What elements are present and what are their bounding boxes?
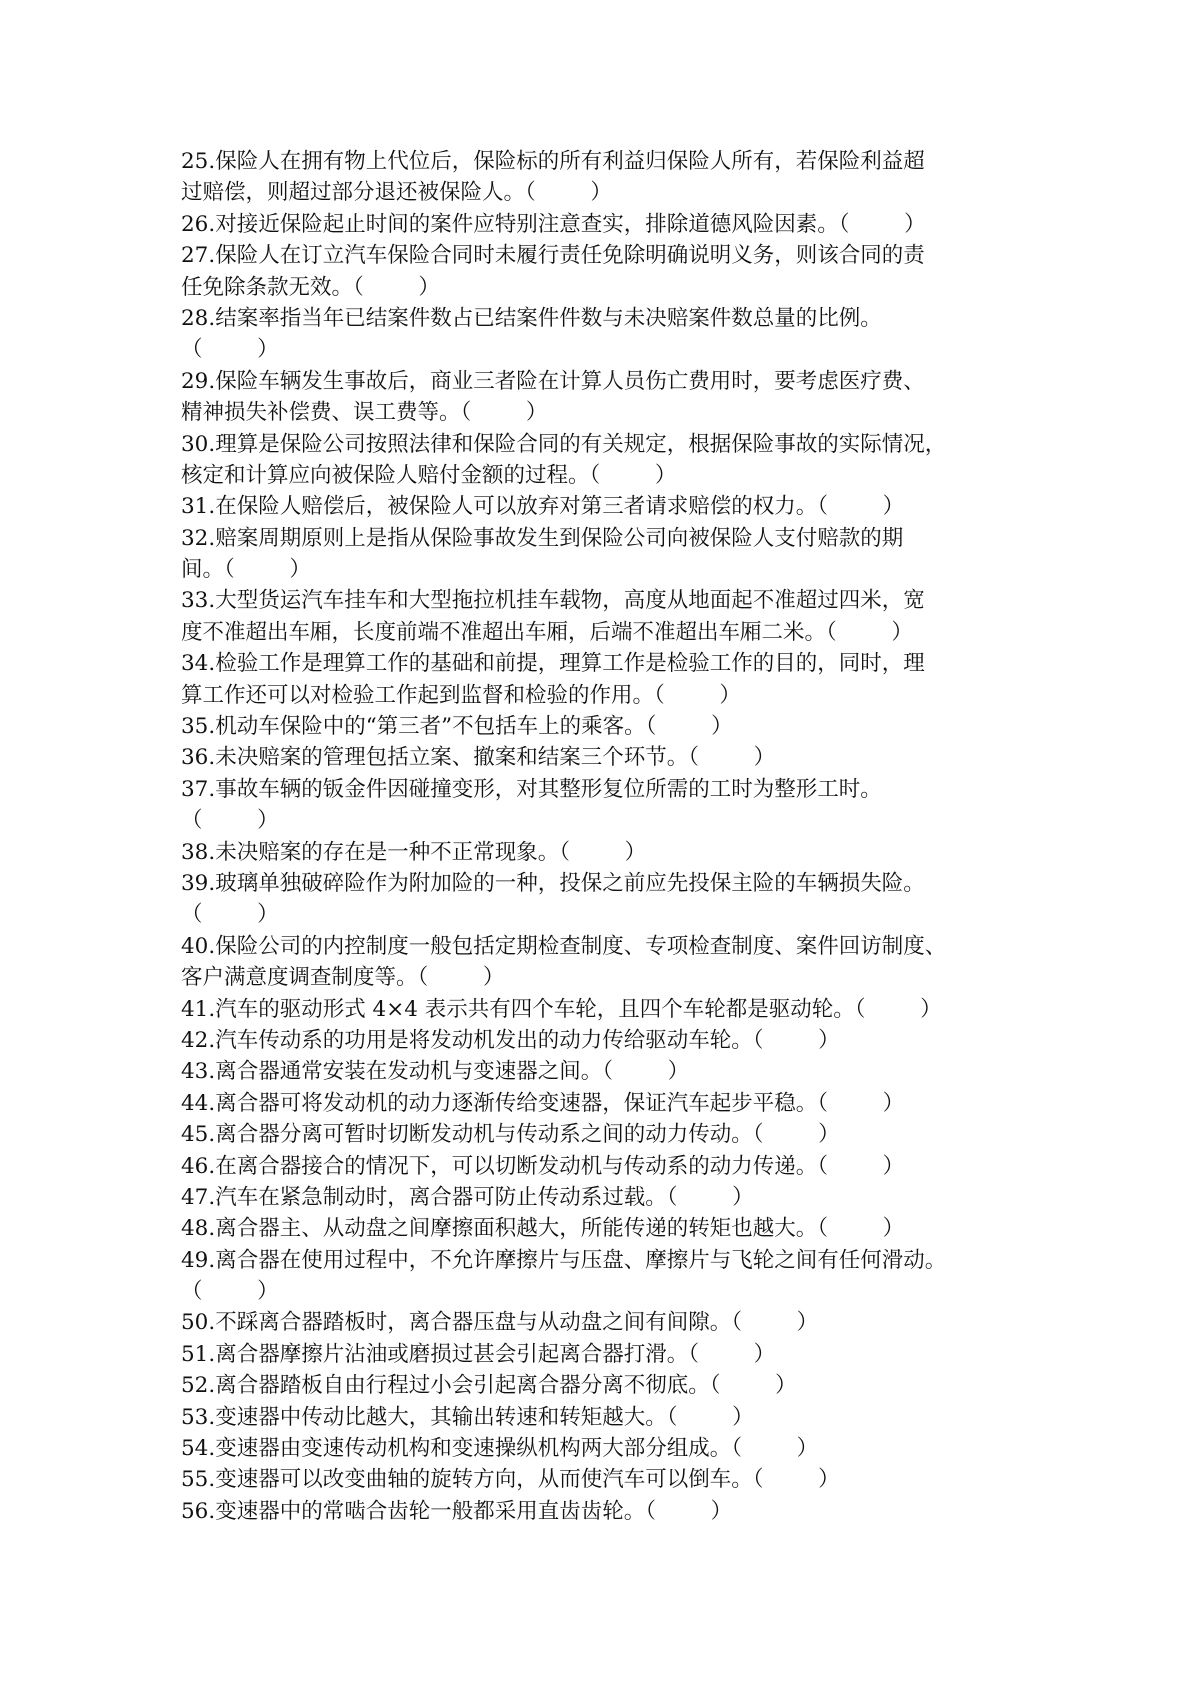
question-line: （ ） xyxy=(181,1279,279,1305)
question-line: 56.变速器中的常啮合齿轮一般都采用直齿齿轮。（ ） xyxy=(181,1498,733,1524)
question-line: 33.大型货运汽车挂车和大型拖拉机挂车载物，高度从地面起不准超过四米，宽 xyxy=(181,588,925,614)
question-line: 37.事故车辆的钣金件因碰撞变形，对其整形复位所需的工时为整形工时。 xyxy=(181,776,882,802)
question-line: 49.离合器在使用过程中，不允许摩擦片与压盘、摩擦片与飞轮之间有任何滑动。 xyxy=(181,1247,947,1273)
question-line: 算工作还可以对检验工作起到监督和检验的作用。（ ） xyxy=(181,682,741,708)
question-line: 任免除条款无效。（ ） xyxy=(181,274,440,300)
question-line: 32.赔案周期原则上是指从保险事故发生到保险公司向被保险人支付赔款的期 xyxy=(181,525,904,551)
question-line: 间。（ ） xyxy=(181,557,311,583)
question-line: 度不准超出车厢，长度前端不准超出车厢，后端不准超出车厢二米。（ ） xyxy=(181,619,913,645)
question-line: 25.保险人在拥有物上代位后，保险标的所有利益归保险人所有，若保险利益超 xyxy=(181,149,925,174)
question-line: 34.检验工作是理算工作的基础和前提，理算工作是检验工作的目的，同时，理 xyxy=(181,651,925,677)
question-line: 核定和计算应向被保险人赔付金额的过程。（ ） xyxy=(181,462,677,488)
question-line: 44.离合器可将发动机的动力逐渐传给变速器，保证汽车起步平稳。（ ） xyxy=(181,1090,905,1116)
question-line: 50.不踩离合器踏板时，离合器压盘与从动盘之间有间隙。（ ） xyxy=(181,1310,819,1336)
question-line: 26.对接近保险起止时间的案件应特别注意查实，排除道德风险因素。（ ） xyxy=(181,211,926,237)
question-line: 27.保险人在订立汽车保险合同时未履行责任免除明确说明义务，则该合同的责 xyxy=(181,243,925,269)
question-line: 41.汽车的驱动形式 4×4 表示共有四个车轮，且四个车轮都是驱动轮。（ ） xyxy=(181,996,942,1022)
question-line: 过赔偿，则超过部分退还被保险人。（ ） xyxy=(181,180,612,206)
question-line: 40.保险公司的内控制度一般包括定期检查制度、专项检查制度、案件回访制度、 xyxy=(181,933,947,959)
question-line: 51.离合器摩擦片沾油或磨损过甚会引起离合器打滑。（ ） xyxy=(181,1341,776,1367)
question-line: 客户满意度调查制度等。（ ） xyxy=(181,965,505,991)
question-line: （ ） xyxy=(181,337,279,363)
question-line: 36.未决赔案的管理包括立案、撤案和结案三个环节。（ ） xyxy=(181,745,776,771)
question-line: 42.汽车传动系的功用是将发动机发出的动力传给驱动车轮。（ ） xyxy=(181,1027,840,1053)
question-line: 28.结案率指当年已结案件数占已结案件件数与未决赔案件数总量的比例。 xyxy=(181,305,882,331)
question-line: 35.机动车保险中的“第三者”不包括车上的乘客。（ ） xyxy=(181,714,733,740)
question-line: 29.保险车辆发生事故后，商业三者险在计算人员伤亡费用时，要考虑医疗费、 xyxy=(181,368,925,394)
question-line: 30.理算是保险公司按照法律和保险合同的有关规定，根据保险事故的实际情况， xyxy=(181,431,947,457)
question-line: 39.玻璃单独破碎险作为附加险的一种，投保之前应先投保主险的车辆损失险。 xyxy=(181,870,925,896)
question-line: （ ） xyxy=(181,808,279,834)
question-line: 46.在离合器接合的情况下，可以切断发动机与传动系的动力传递。（ ） xyxy=(181,1153,905,1179)
question-line: 47.汽车在紧急制动时，离合器可防止传动系过载。（ ） xyxy=(181,1184,754,1210)
question-line: 精神损失补偿费、误工费等。（ ） xyxy=(181,400,548,426)
question-line: 43.离合器通常安装在发动机与变速器之间。（ ） xyxy=(181,1059,690,1085)
question-line: 53.变速器中传动比越大，其输出转速和转矩越大。（ ） xyxy=(181,1404,754,1430)
question-line: 48.离合器主、从动盘之间摩擦面积越大，所能传递的转矩也越大。（ ） xyxy=(181,1216,905,1242)
question-line: 55.变速器可以改变曲轴的旋转方向，从而使汽车可以倒车。（ ） xyxy=(181,1467,840,1493)
question-line: （ ） xyxy=(181,902,279,928)
question-line: 52.离合器踏板自由行程过小会引起离合器分离不彻底。（ ） xyxy=(181,1373,797,1399)
question-line: 45.离合器分离可暂时切断发动机与传动系之间的动力传动。（ ） xyxy=(181,1122,840,1148)
question-list xyxy=(181,146,1021,1527)
question-line: 54.变速器由变速传动机构和变速操纵机构两大部分组成。（ ） xyxy=(181,1436,819,1462)
question-line: 38.未决赔案的存在是一种不正常现象。（ ） xyxy=(181,839,647,865)
question-line: 31.在保险人赔偿后，被保险人可以放弃对第三者请求赔偿的权力。（ ） xyxy=(181,494,905,520)
